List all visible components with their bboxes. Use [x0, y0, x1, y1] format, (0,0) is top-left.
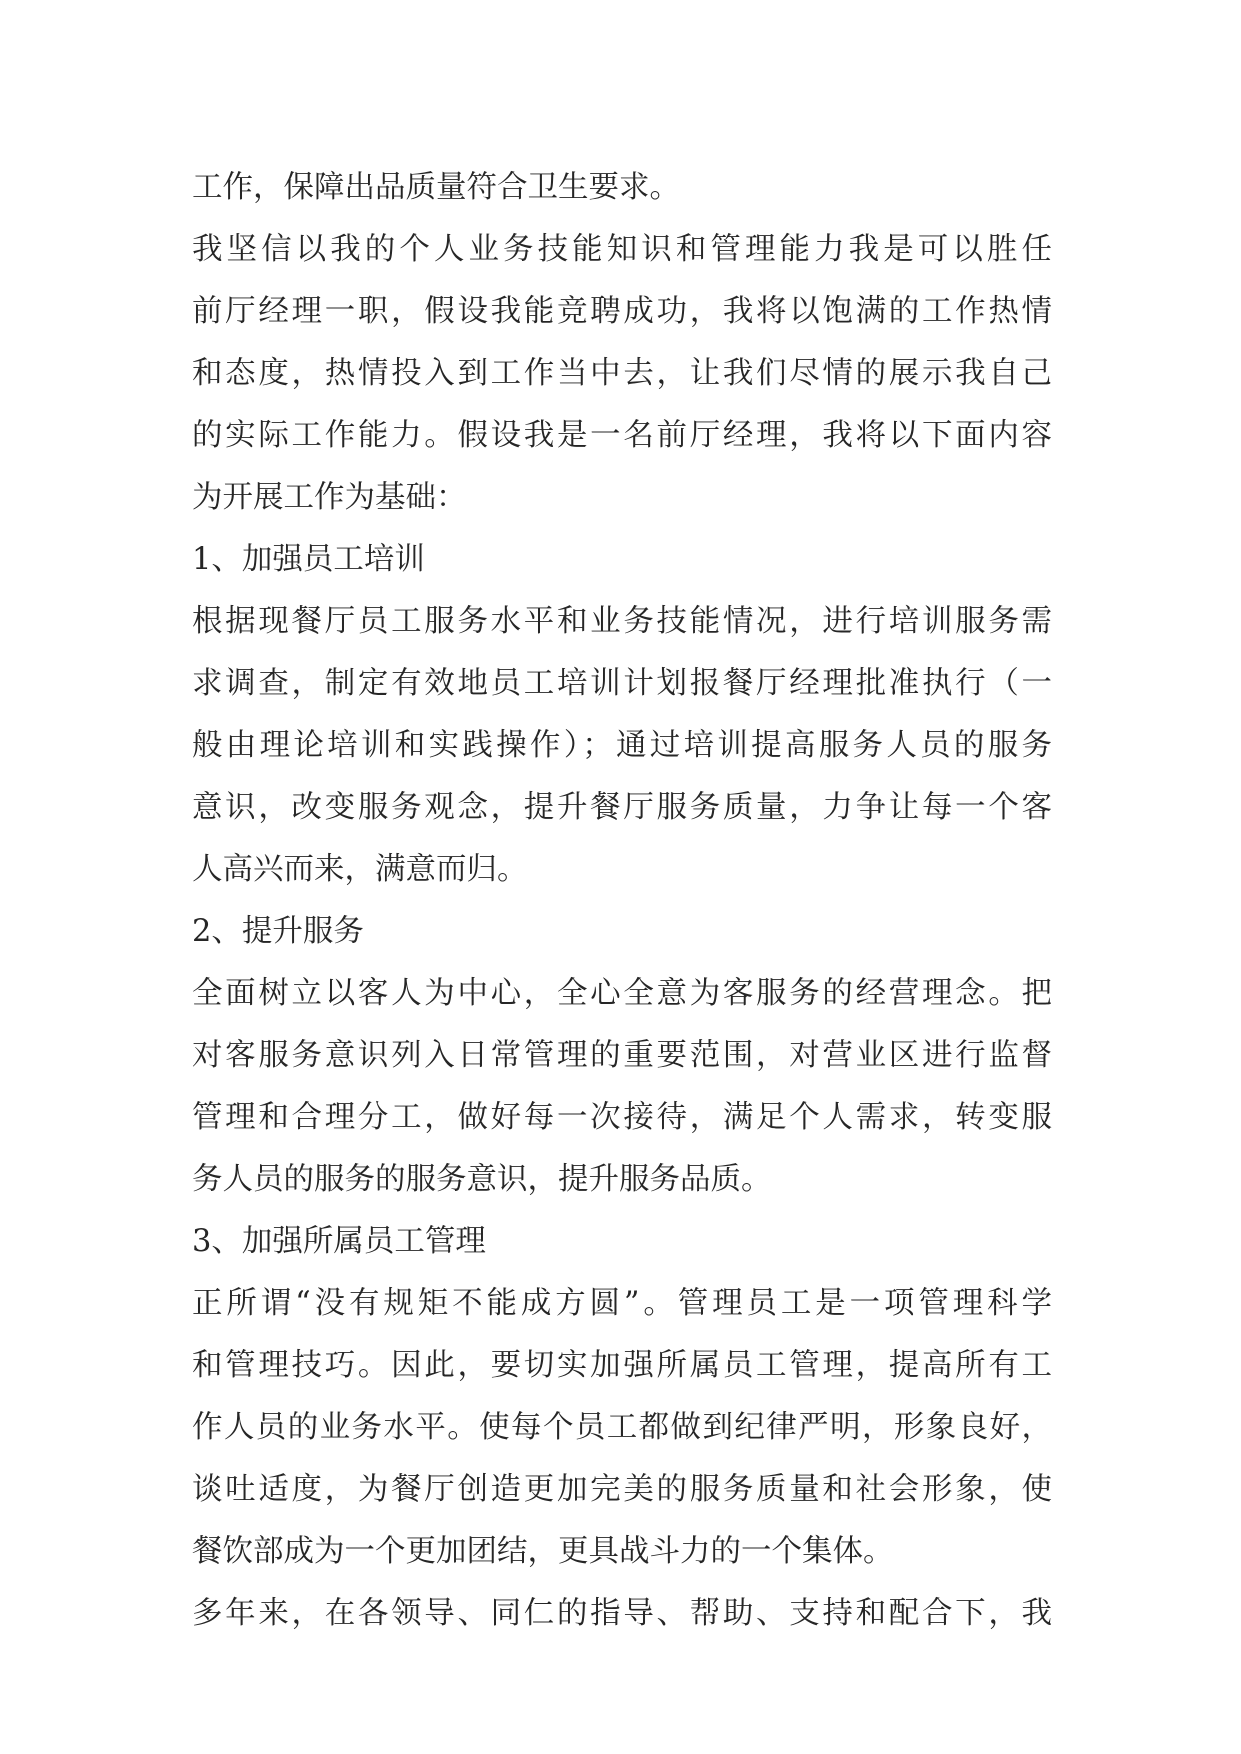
text-line: 我坚信以我的个人业务技能知识和管理能力我是可以胜任	[192, 232, 1052, 267]
text-line: 求调查，制定有效地员工培训计划报餐厅经理批准执行（一	[192, 666, 1052, 701]
text-line: 工作，保障出品质量符合卫生要求。	[192, 170, 680, 205]
text-line: 和态度，热情投入到工作当中去，让我们尽情的展示我自己	[192, 356, 1052, 391]
text-line: 1、加强员工培训	[192, 542, 425, 577]
text-line: 管理和合理分工，做好每一次接待，满足个人需求，转变服	[192, 1100, 1052, 1135]
text-line: 的实际工作能力。假设我是一名前厅经理，我将以下面内容	[192, 418, 1052, 453]
text-line: 根据现餐厅员工服务水平和业务技能情况，进行培训服务需	[192, 604, 1052, 639]
document-body	[192, 157, 1052, 1645]
text-line: 餐饮部成为一个更加团结，更具战斗力的一个集体。	[192, 1534, 894, 1569]
text-line: 般由理论培训和实践操作）；通过培训提高服务人员的服务	[192, 728, 1052, 763]
text-line: 正所谓“没有规矩不能成方圆”。管理员工是一项管理科学	[192, 1286, 1052, 1321]
text-line: 人高兴而来，满意而归。	[192, 852, 528, 887]
text-line: 意识，改变服务观念，提升餐厅服务质量，力争让每一个客	[192, 790, 1052, 825]
text-line: 3、加强所属员工管理	[192, 1224, 486, 1259]
text-line: 务人员的服务的服务意识，提升服务品质。	[192, 1162, 772, 1197]
text-line: 作人员的业务水平。使每个员工都做到纪律严明，形象良好，	[192, 1410, 1052, 1445]
text-line: 前厅经理一职，假设我能竞聘成功，我将以饱满的工作热情	[192, 294, 1052, 329]
text-line: 2、提升服务	[192, 914, 364, 949]
text-line: 为开展工作为基础：	[192, 480, 467, 515]
text-line: 多年来，在各领导、同仁的指导、帮助、支持和配合下，我	[192, 1596, 1052, 1631]
text-line: 谈吐适度，为餐厅创造更加完美的服务质量和社会形象，使	[192, 1472, 1052, 1507]
text-line: 对客服务意识列入日常管理的重要范围，对营业区进行监督	[192, 1038, 1052, 1073]
text-line: 全面树立以客人为中心，全心全意为客服务的经营理念。把	[192, 976, 1052, 1011]
text-line: 和管理技巧。因此，要切实加强所属员工管理，提高所有工	[192, 1348, 1052, 1383]
